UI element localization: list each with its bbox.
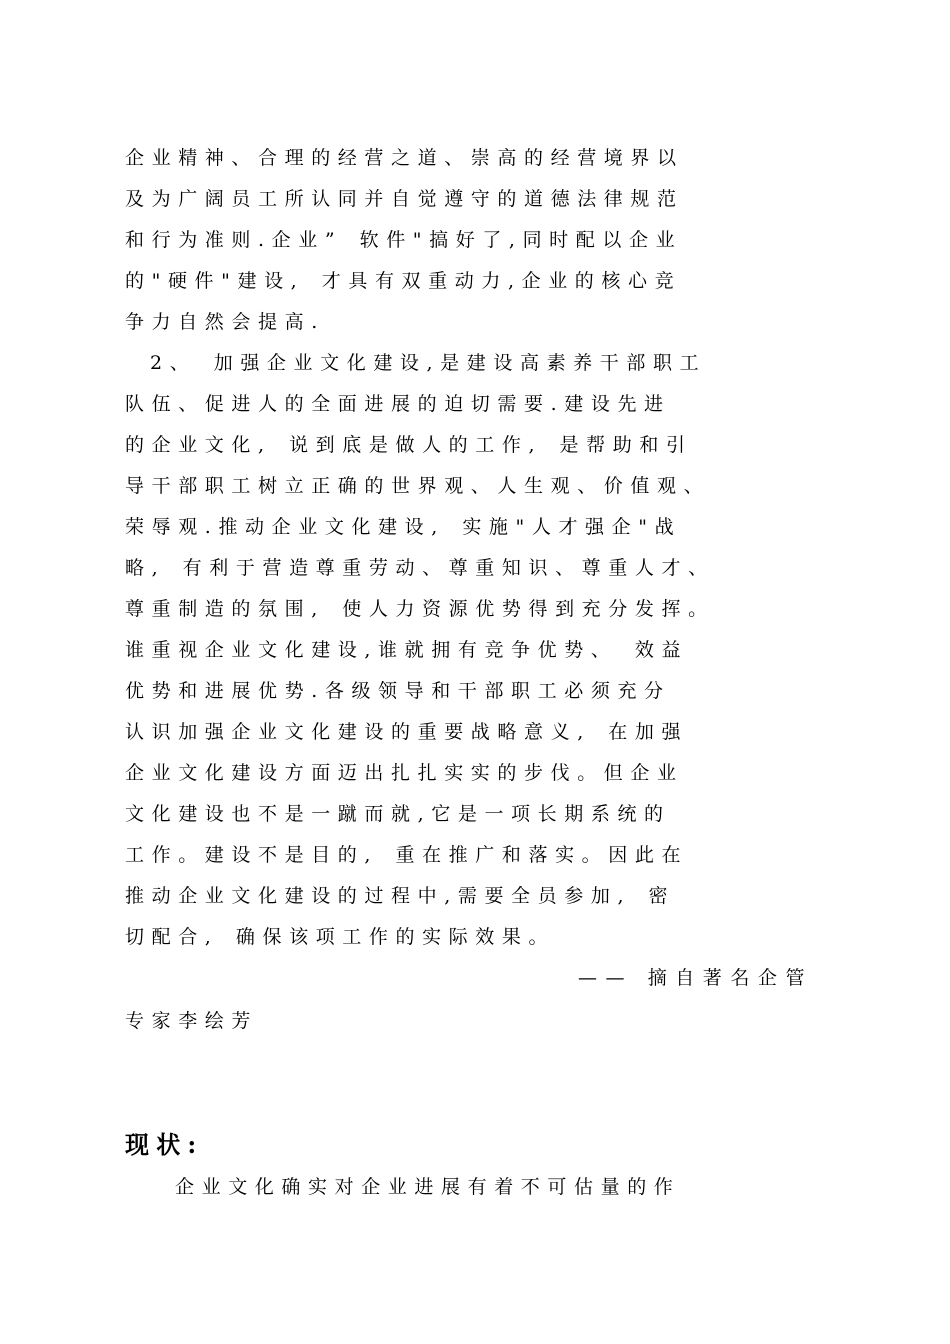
paragraph-2-line-14: 推动企业文化建设的过程中,需要全员参加, 密 <box>125 885 676 907</box>
paragraph-2-line-10: 认识加强企业文化建设的重要战略意义, 在加强 <box>125 721 689 743</box>
section-heading: 现状: <box>125 1130 204 1159</box>
paragraph-2-line-8: 谁重视企业文化建设,谁就拥有竞争优势、 效益 <box>125 639 689 661</box>
paragraph-2-line-15: 切配合, 确保该项工作的实际效果。 <box>125 926 556 948</box>
paragraph-1-line-2: 及为广阔员工所认同并自觉遵守的道德法律规范 <box>125 188 684 210</box>
paragraph-1-line-5: 争力自然会提高. <box>125 311 325 333</box>
paragraph-2-line-9: 优势和进展优势.各级领导和干部职工必须充分 <box>125 680 671 702</box>
paragraph-1-line-1: 企业精神、合理的经营之道、崇高的经营境界以 <box>125 147 684 169</box>
paragraph-1-line-3: 和行为准则.企业” 软件"搞好了,同时配以企业 <box>125 229 683 251</box>
attribution-line-2: 专家李绘芳 <box>125 1010 259 1032</box>
paragraph-2-line-2: 队伍、促进人的全面进展的迫切需要.建设先进 <box>125 393 671 415</box>
attribution-line-1: —— 摘自著名企管 <box>578 967 813 989</box>
paragraph-2-line-12: 文化建设也不是一蹴而就,它是一项长期系统的 <box>125 803 671 825</box>
paragraph-2-line-6: 略, 有利于营造尊重劳动、尊重知识、尊重人才、 <box>125 557 715 579</box>
paragraph-2-line-3: 的企业文化, 说到底是做人的工作, 是帮助和引 <box>125 434 693 456</box>
paragraph-1-line-4: 的"硬件"建设, 才具有双重动力,企业的核心竞 <box>125 270 682 292</box>
paragraph-2-line-7: 尊重制造的氛围, 使人力资源优势得到充分发挥。 <box>125 598 715 620</box>
paragraph-2-line-5: 荣辱观.推动企业文化建设, 实施"人才强企"战 <box>125 516 682 538</box>
paragraph-2-line-1: 2、 加强企业文化建设,是建设高素养干部职工 <box>150 352 707 374</box>
paragraph-2-line-13: 工作。建设不是目的, 重在推广和落实。因此在 <box>125 844 689 866</box>
paragraph-2-line-11: 企业文化建设方面迈出扎扎实实的步伐。但企业 <box>125 762 684 784</box>
section-first-line: 企业文化确实对企业进展有着不可估量的作 <box>175 1176 681 1198</box>
paragraph-2-line-4: 导干部职工树立正确的世界观、人生观、价值观、 <box>125 475 711 497</box>
